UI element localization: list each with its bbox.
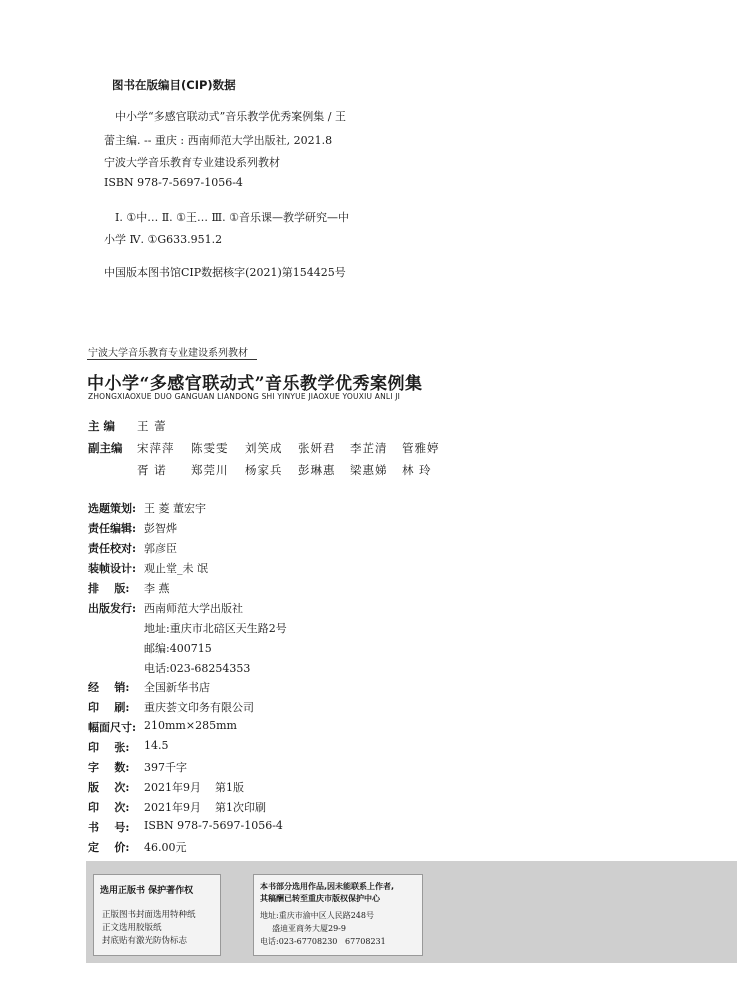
spec-label: 幅面尺寸: <box>88 721 137 734</box>
cip-line: 宁波大学音乐教育专业建设系列教材 <box>104 156 280 169</box>
deputy-name: 李芷清 <box>350 441 388 455</box>
deputy-name: 刘笑成 <box>245 441 283 455</box>
copyright-notice-title: 其稿酬已转至重庆市版权保护中心 <box>260 894 380 903</box>
detail-value: 王 菱 董宏宇 <box>144 502 206 515</box>
spec-value: ISBN 978-7-5697-1056-4 <box>144 819 283 832</box>
deputy-name: 胥 诺 <box>137 463 167 477</box>
detail-value: 西南师范大学出版社 <box>144 602 243 615</box>
editor-name: 王 蕾 <box>137 419 167 433</box>
deputy-name: 宋萍萍 <box>137 441 175 455</box>
anti-piracy-line: 正版图书封面选用特种纸 <box>102 910 196 920</box>
cip-heading: 图书在版编目(CIP)数据 <box>112 78 236 92</box>
spec-label: 经 销: <box>88 681 130 694</box>
deputy-name: 林 玲 <box>402 463 432 477</box>
cip-classification: 小学 Ⅳ. ①G633.951.2 <box>104 233 223 246</box>
copyright-notice-line: 盛迪亚商务大厦29-9 <box>272 924 346 933</box>
detail-value: 观止堂_未 氓 <box>144 562 208 575</box>
copyright-notice-box <box>253 874 423 956</box>
anti-piracy-line: 封底贴有激光防伪标志 <box>102 936 188 946</box>
copyright-notice-line: 地址:重庆市渝中区人民路248号 <box>260 911 374 920</box>
copyright-notice-line: 电话:023-67708230 67708231 <box>260 937 386 946</box>
spec-value: 14.5 <box>144 739 169 752</box>
publisher-postcode: 邮编:400715 <box>144 642 212 655</box>
detail-label: 责任校对: <box>88 542 137 555</box>
spec-label: 字 数: <box>88 761 130 774</box>
series-name: 宁波大学音乐教育专业建设系列教材 <box>88 348 248 359</box>
deputy-name: 梁惠娣 <box>350 463 388 477</box>
cip-record: 中国版本图书馆CIP数据核字(2021)第154425号 <box>104 266 346 279</box>
spec-label: 定 价: <box>88 841 130 854</box>
series-rule <box>87 359 257 360</box>
spec-label: 版 次: <box>88 781 130 794</box>
anti-piracy-title: 选用正版书 保护著作权 <box>100 886 194 896</box>
spec-label: 书 号: <box>88 821 130 834</box>
cip-line: 中小学“多感官联动式”音乐教学优秀案例集 / 王 <box>115 110 346 123</box>
deputy-editor-label: 副主编 <box>88 441 123 455</box>
spec-value: 重庆荟文印务有限公司 <box>144 701 254 714</box>
spec-value: 397千字 <box>144 761 187 774</box>
spec-value: 全国新华书店 <box>144 681 210 694</box>
spec-label: 印 刷: <box>88 701 130 714</box>
spec-label: 印 次: <box>88 801 130 814</box>
detail-label: 出版发行: <box>88 602 137 615</box>
spec-value: 210mm×285mm <box>144 719 237 732</box>
editor-label: 主 编 <box>88 419 116 433</box>
spec-value: 2021年9月 第1版 <box>144 781 244 794</box>
detail-label: 排 版: <box>88 582 130 595</box>
detail-value: 郭彦臣 <box>144 542 177 555</box>
spec-value: 46.00元 <box>144 841 187 854</box>
cip-classification: Ⅰ. ①中… Ⅱ. ①王… Ⅲ. ①音乐课—教学研究—中 <box>115 211 349 224</box>
detail-value: 李 燕 <box>144 582 170 595</box>
cip-line: 蕾主编. -- 重庆 : 西南师范大学出版社, 2021.8 <box>104 134 333 147</box>
detail-label: 装帧设计: <box>88 562 137 575</box>
deputy-name: 杨家兵 <box>245 463 283 477</box>
detail-label: 责任编辑: <box>88 522 137 535</box>
book-pinyin: ZHONGXIAOXUE DUO GANGUAN LIANDONG SHI YINYUE JIAOXUE YOUXIU ANLI JI <box>88 392 401 401</box>
detail-value: 彭智烨 <box>144 522 177 535</box>
anti-piracy-box <box>93 874 221 956</box>
copyright-notice-title: 本书部分选用作品,因未能联系上作者, <box>260 882 395 891</box>
cip-line: ISBN 978-7-5697-1056-4 <box>104 176 243 189</box>
deputy-name: 郑莞川 <box>191 463 229 477</box>
anti-piracy-line: 正文选用胶版纸 <box>102 923 162 933</box>
deputy-name: 陈雯雯 <box>191 441 229 455</box>
deputy-name: 彭琳惠 <box>298 463 336 477</box>
deputy-name: 张妍君 <box>298 441 336 455</box>
spec-value: 2021年9月 第1次印刷 <box>144 801 266 814</box>
deputy-name: 管雅婷 <box>402 441 440 455</box>
publisher-address: 地址:重庆市北碚区天生路2号 <box>144 622 287 635</box>
book-title: 中小学“多感官联动式”音乐教学优秀案例集 <box>87 374 423 394</box>
publisher-phone: 电话:023-68254353 <box>144 662 251 675</box>
detail-label: 选题策划: <box>88 502 137 515</box>
spec-label: 印 张: <box>88 741 130 754</box>
